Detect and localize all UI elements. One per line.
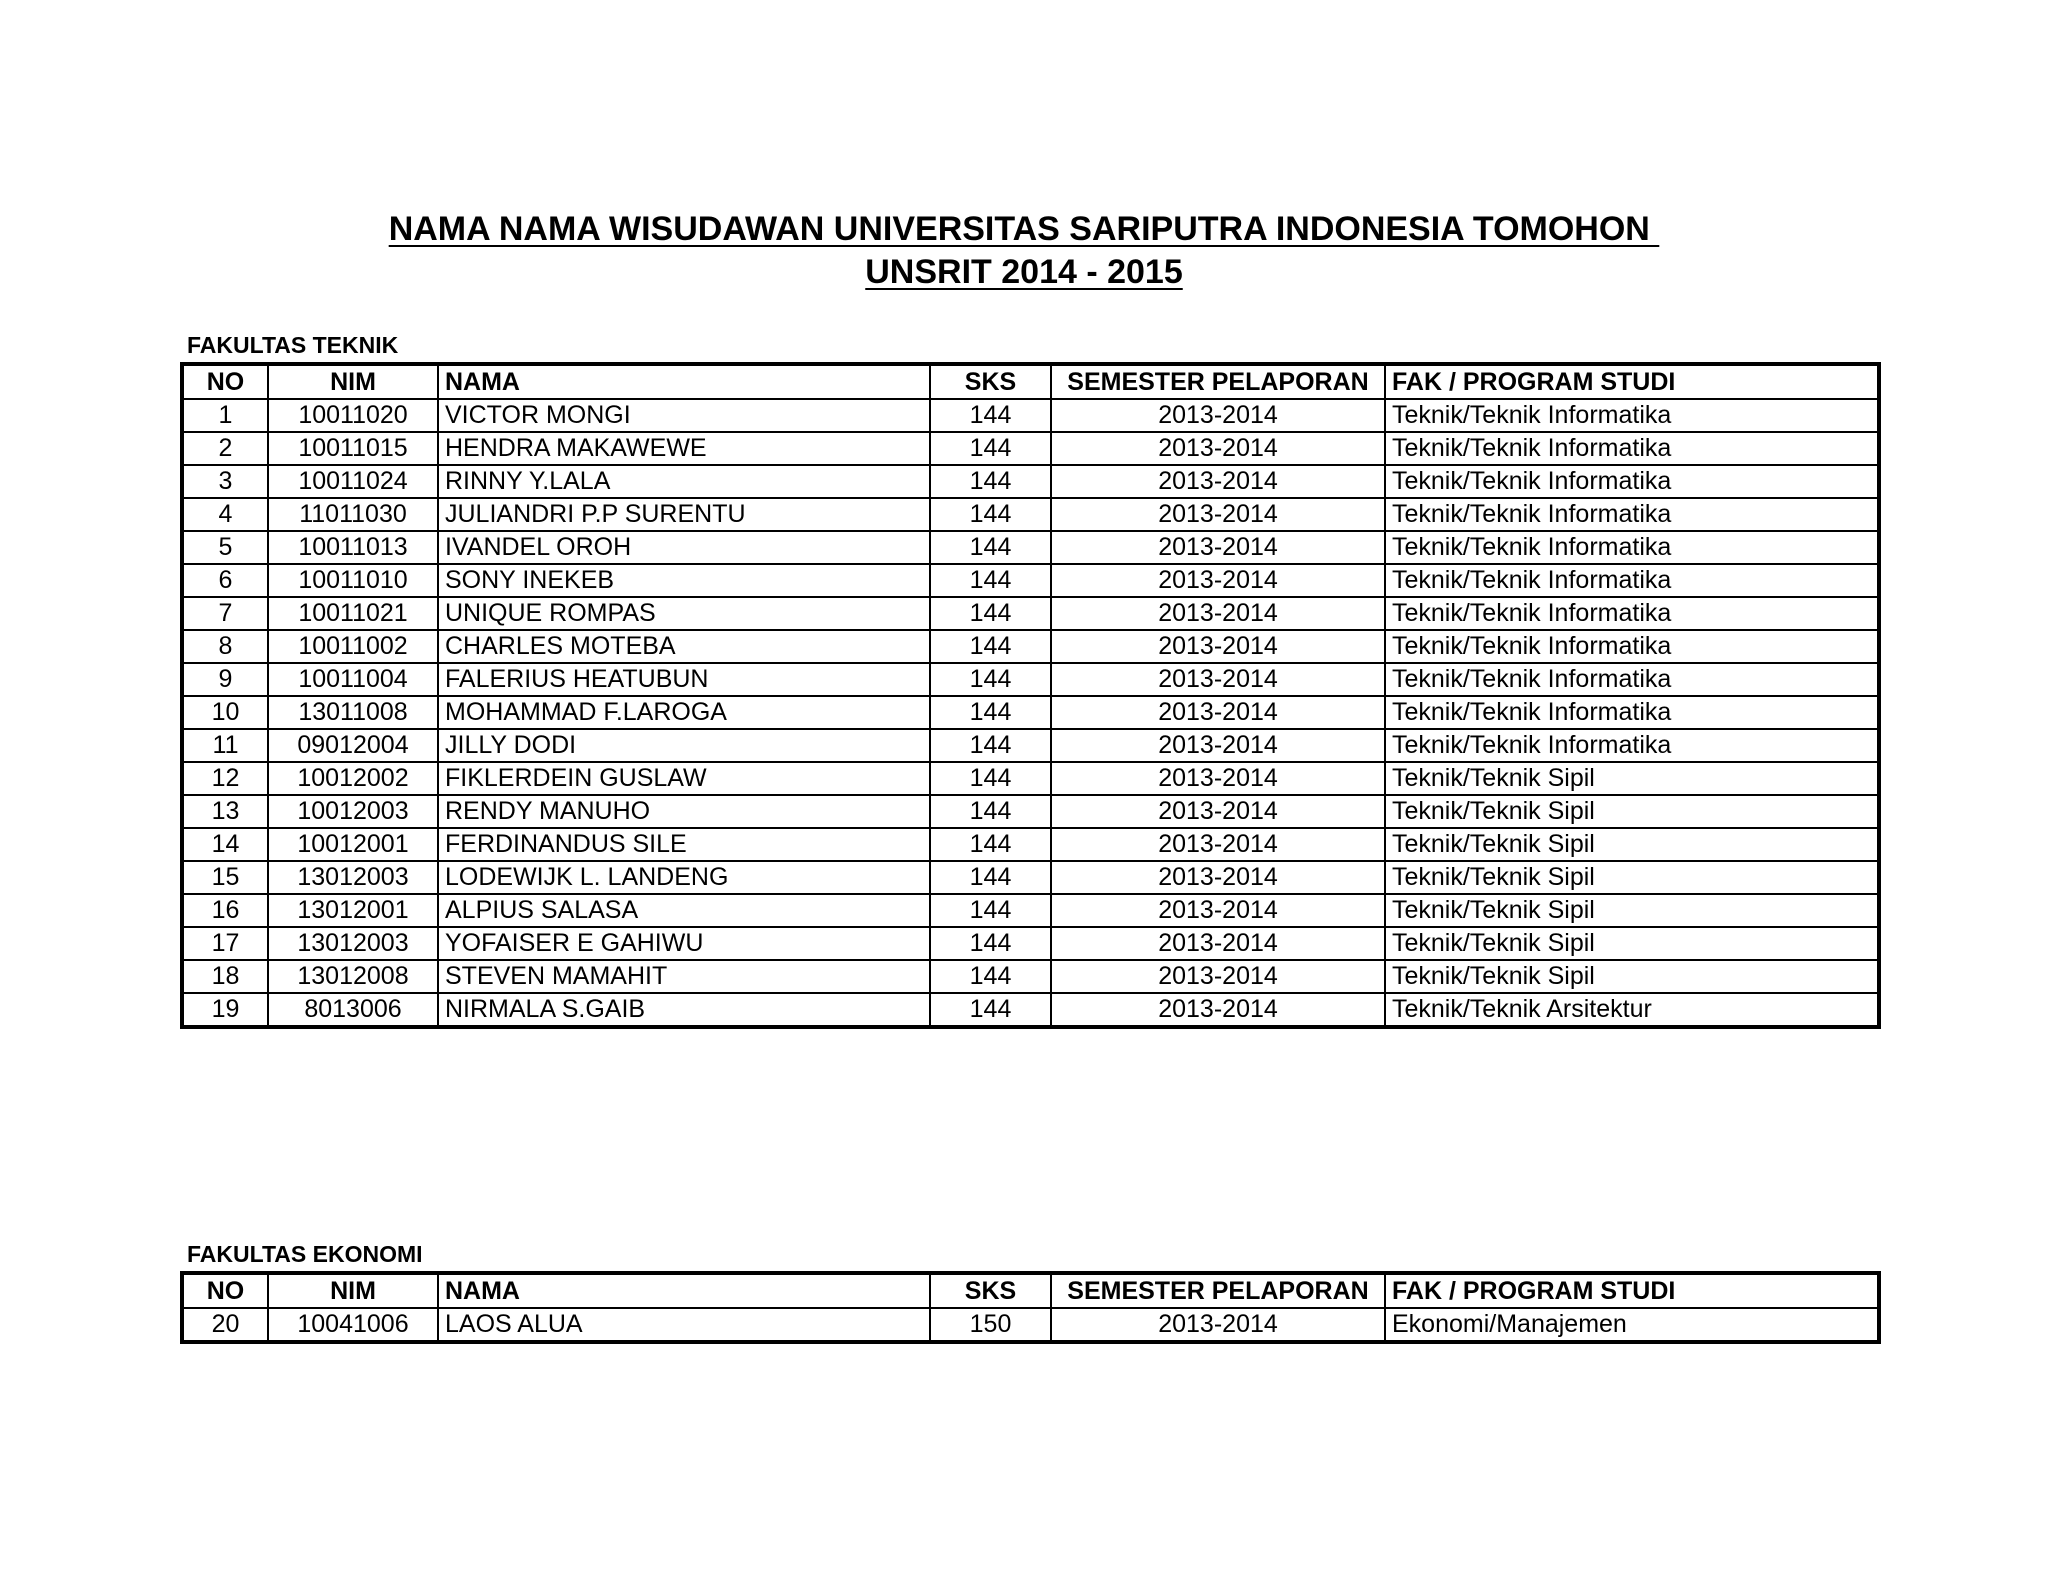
cell-nama: CHARLES MOTEBA [438, 630, 930, 663]
cell-no: 14 [182, 828, 268, 861]
column-header-nim: NIM [268, 1273, 438, 1308]
cell-no: 12 [182, 762, 268, 795]
table-row [182, 861, 1879, 894]
cell-nama: LODEWIJK L. LANDENG [438, 861, 930, 894]
table-row [182, 498, 1879, 531]
cell-sks: 144 [930, 696, 1051, 729]
cell-nim: 10011015 [268, 432, 438, 465]
cell-fak-text: Teknik/Teknik Informatika [1392, 599, 1672, 627]
cell-fak-text: Teknik/Teknik Sipil [1392, 896, 1595, 924]
cell-nim: 11011030 [268, 498, 438, 531]
cell-nama: ALPIUS SALASA [438, 894, 930, 927]
cell-semester: 2013-2014 [1051, 465, 1385, 498]
cell-no: 16 [182, 894, 268, 927]
cell-fak-text: Teknik/Teknik Sipil [1392, 764, 1595, 792]
table-header-row [182, 364, 1879, 399]
table-row [182, 531, 1879, 564]
cell-fak [1385, 927, 1879, 960]
cell-no: 3 [182, 465, 268, 498]
title-line-1: NAMA NAMA WISUDAWAN UNIVERSITAS SARIPUTRA INDONESIA TOMOHON [388, 210, 1660, 248]
cell-fak-text: Teknik/Teknik Informatika [1392, 698, 1672, 726]
table-body [182, 1308, 1879, 1342]
cell-nama: JILLY DODI [438, 729, 930, 762]
cell-nama: NIRMALA S.GAIB [438, 993, 930, 1027]
cell-fak-text: Teknik/Teknik Informatika [1392, 665, 1672, 693]
table-row [182, 696, 1879, 729]
cell-fak [1385, 861, 1879, 894]
cell-semester: 2013-2014 [1051, 828, 1385, 861]
cell-no: 2 [182, 432, 268, 465]
cell-fak [1385, 828, 1879, 861]
table-row [182, 993, 1879, 1027]
column-header-fak: FAK / PROGRAM STUDI [1385, 1273, 1879, 1308]
table-fakultas-ekonomi [180, 1271, 1881, 1344]
table-header-row [182, 1273, 1879, 1308]
cell-nim: 09012004 [268, 729, 438, 762]
cell-nim: 10011020 [268, 399, 438, 432]
cell-no: 9 [182, 663, 268, 696]
cell-sks: 144 [930, 564, 1051, 597]
cell-sks: 144 [930, 432, 1051, 465]
cell-semester: 2013-2014 [1051, 432, 1385, 465]
table-row [182, 663, 1879, 696]
cell-semester: 2013-2014 [1051, 894, 1385, 927]
cell-fak [1385, 696, 1879, 729]
cell-semester: 2013-2014 [1051, 399, 1385, 432]
column-header-semester: SEMESTER PELAPORAN [1051, 1273, 1385, 1308]
cell-fak-text: Teknik/Teknik Informatika [1392, 500, 1672, 528]
column-header-nama: NAMA [438, 364, 930, 399]
table-row [182, 960, 1879, 993]
cell-semester: 2013-2014 [1051, 861, 1385, 894]
cell-fak [1385, 663, 1879, 696]
cell-sks: 144 [930, 993, 1051, 1027]
cell-sks: 144 [930, 729, 1051, 762]
cell-no: 17 [182, 927, 268, 960]
column-header-sks: SKS [930, 364, 1051, 399]
cell-semester: 2013-2014 [1051, 696, 1385, 729]
cell-no: 7 [182, 597, 268, 630]
cell-fak [1385, 432, 1879, 465]
cell-nim: 10011010 [268, 564, 438, 597]
cell-no: 13 [182, 795, 268, 828]
cell-fak [1385, 498, 1879, 531]
cell-semester: 2013-2014 [1051, 927, 1385, 960]
cell-nim: 10012001 [268, 828, 438, 861]
cell-nama: SONY INEKEB [438, 564, 930, 597]
cell-semester: 2013-2014 [1051, 795, 1385, 828]
cell-nim: 10041006 [268, 1308, 438, 1342]
column-header-nim: NIM [268, 364, 438, 399]
table-row [182, 795, 1879, 828]
column-header-no: NO [182, 1273, 268, 1308]
cell-fak-text: Teknik/Teknik Sipil [1392, 929, 1595, 957]
cell-semester: 2013-2014 [1051, 729, 1385, 762]
cell-sks: 144 [930, 795, 1051, 828]
cell-semester: 2013-2014 [1051, 498, 1385, 531]
table-row [182, 927, 1879, 960]
cell-fak [1385, 564, 1879, 597]
column-header-semester: SEMESTER PELAPORAN [1051, 364, 1385, 399]
cell-nim: 10011021 [268, 597, 438, 630]
cell-no: 15 [182, 861, 268, 894]
cell-sks: 144 [930, 630, 1051, 663]
cell-nama: MOHAMMAD F.LAROGA [438, 696, 930, 729]
cell-nama: VICTOR MONGI [438, 399, 930, 432]
cell-nama: JULIANDRI P.P SURENTU [438, 498, 930, 531]
cell-sks: 144 [930, 399, 1051, 432]
cell-nim: 10011013 [268, 531, 438, 564]
cell-fak-text: Teknik/Teknik Informatika [1392, 434, 1672, 462]
cell-nama: YOFAISER E GAHIWU [438, 927, 930, 960]
column-header-no: NO [182, 364, 268, 399]
cell-sks: 144 [930, 927, 1051, 960]
cell-semester: 2013-2014 [1051, 960, 1385, 993]
table-row [182, 399, 1879, 432]
cell-fak-text: Teknik/Teknik Informatika [1392, 632, 1672, 660]
cell-no: 8 [182, 630, 268, 663]
cell-semester: 2013-2014 [1051, 531, 1385, 564]
cell-fak [1385, 531, 1879, 564]
cell-no: 20 [182, 1308, 268, 1342]
cell-no: 4 [182, 498, 268, 531]
table-body [182, 399, 1879, 1027]
cell-fak [1385, 1308, 1879, 1342]
cell-sks: 144 [930, 597, 1051, 630]
section-label-teknik: FAKULTAS TEKNIK [187, 332, 399, 358]
section-label-ekonomi: FAKULTAS EKONOMI [187, 1241, 423, 1267]
column-header-fak: FAK / PROGRAM STUDI [1385, 364, 1879, 399]
cell-semester: 2013-2014 [1051, 663, 1385, 696]
table-row [182, 564, 1879, 597]
table-row [182, 762, 1879, 795]
cell-fak [1385, 960, 1879, 993]
cell-no: 5 [182, 531, 268, 564]
cell-nim: 13011008 [268, 696, 438, 729]
table-row [182, 1308, 1879, 1342]
cell-nim: 10012003 [268, 795, 438, 828]
cell-sks: 150 [930, 1308, 1051, 1342]
cell-fak-text: Teknik/Teknik Informatika [1392, 533, 1672, 561]
column-header-sks: SKS [930, 1273, 1051, 1308]
cell-nim: 13012003 [268, 927, 438, 960]
cell-fak-text: Teknik/Teknik Sipil [1392, 830, 1595, 858]
cell-sks: 144 [930, 861, 1051, 894]
cell-sks: 144 [930, 828, 1051, 861]
cell-sks: 144 [930, 498, 1051, 531]
cell-fak-text: Teknik/Teknik Sipil [1392, 863, 1595, 891]
cell-fak [1385, 993, 1879, 1027]
cell-semester: 2013-2014 [1051, 1308, 1385, 1342]
cell-semester: 2013-2014 [1051, 597, 1385, 630]
cell-nim: 10011002 [268, 630, 438, 663]
cell-nama: FALERIUS HEATUBUN [438, 663, 930, 696]
cell-sks: 144 [930, 465, 1051, 498]
cell-fak-text: Teknik/Teknik Arsitektur [1392, 995, 1652, 1023]
cell-fak-text: Teknik/Teknik Sipil [1392, 962, 1595, 990]
cell-fak [1385, 399, 1879, 432]
cell-semester: 2013-2014 [1051, 993, 1385, 1027]
cell-sks: 144 [930, 762, 1051, 795]
cell-fak [1385, 630, 1879, 663]
cell-no: 6 [182, 564, 268, 597]
table-row [182, 894, 1879, 927]
cell-nim: 8013006 [268, 993, 438, 1027]
column-header-nama: NAMA [438, 1273, 930, 1308]
cell-semester: 2013-2014 [1051, 630, 1385, 663]
cell-nama: STEVEN MAMAHIT [438, 960, 930, 993]
cell-fak-text: Ekonomi/Manajemen [1392, 1310, 1627, 1338]
cell-no: 1 [182, 399, 268, 432]
cell-nama: FERDINANDUS SILE [438, 828, 930, 861]
cell-fak-text: Teknik/Teknik Informatika [1392, 401, 1672, 429]
cell-fak [1385, 465, 1879, 498]
cell-no: 10 [182, 696, 268, 729]
cell-fak-text: Teknik/Teknik Informatika [1392, 467, 1672, 495]
table-fakultas-teknik [180, 362, 1881, 1029]
cell-sks: 144 [930, 663, 1051, 696]
table-row [182, 729, 1879, 762]
cell-fak-text: Teknik/Teknik Sipil [1392, 797, 1595, 825]
cell-nama: IVANDEL OROH [438, 531, 930, 564]
title-line-2: UNSRIT 2014 - 2015 [865, 253, 1183, 291]
cell-nim: 13012003 [268, 861, 438, 894]
cell-fak [1385, 597, 1879, 630]
cell-nim: 13012001 [268, 894, 438, 927]
cell-fak [1385, 729, 1879, 762]
cell-fak [1385, 762, 1879, 795]
cell-nim: 10011004 [268, 663, 438, 696]
cell-nama: UNIQUE ROMPAS [438, 597, 930, 630]
table-row [182, 432, 1879, 465]
cell-no: 18 [182, 960, 268, 993]
cell-fak [1385, 795, 1879, 828]
cell-fak-text: Teknik/Teknik Informatika [1392, 566, 1672, 594]
cell-nim: 10011024 [268, 465, 438, 498]
cell-nama: RINNY Y.LALA [438, 465, 930, 498]
cell-nama: FIKLERDEIN GUSLAW [438, 762, 930, 795]
cell-semester: 2013-2014 [1051, 564, 1385, 597]
cell-sks: 144 [930, 960, 1051, 993]
document-title [0, 208, 2048, 294]
table-row [182, 630, 1879, 663]
cell-no: 11 [182, 729, 268, 762]
table-row [182, 828, 1879, 861]
cell-nama: HENDRA MAKAWEWE [438, 432, 930, 465]
cell-nama: LAOS ALUA [438, 1308, 930, 1342]
cell-fak [1385, 894, 1879, 927]
table-row [182, 465, 1879, 498]
cell-sks: 144 [930, 894, 1051, 927]
cell-nama: RENDY MANUHO [438, 795, 930, 828]
cell-nim: 13012008 [268, 960, 438, 993]
cell-sks: 144 [930, 531, 1051, 564]
cell-nim: 10012002 [268, 762, 438, 795]
cell-fak-text: Teknik/Teknik Informatika [1392, 731, 1672, 759]
table-row [182, 597, 1879, 630]
cell-semester: 2013-2014 [1051, 762, 1385, 795]
cell-no: 19 [182, 993, 268, 1027]
